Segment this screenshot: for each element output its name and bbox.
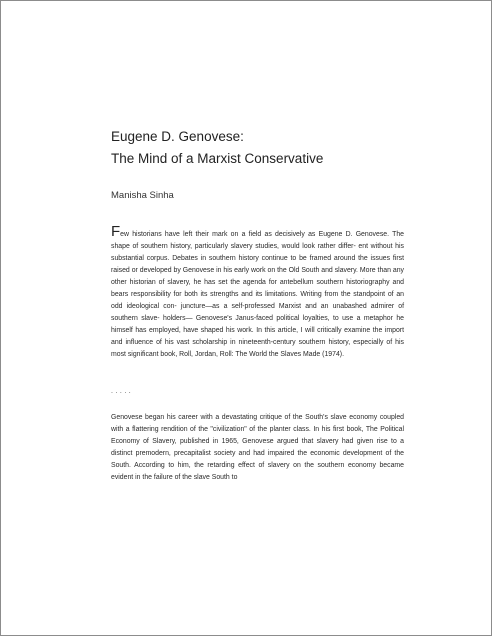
section-break: ..... — [111, 388, 134, 395]
article-title-line-2: The Mind of a Marxist Conservative — [111, 151, 324, 166]
paragraph-2: Genovese began his career with a devastating critique of the South's slave economy coupled with a flattering rendition of the "civilization" of the planter class. In his first book, The Political Economy of Slavery, published in 1965, Genovese argued that slavery had given rise to a distinct premodern, precapitalist society and had impaired the economic development of the South. According to him, the retarding effect of slavery on the southern economy became evident in the failure of the slave South to — [111, 414, 404, 482]
paragraph-1 — [111, 223, 404, 362]
article-author: Manisha Sinha — [111, 190, 174, 201]
drop-cap: F — [111, 223, 121, 240]
article-title-line-1: Eugene D. Genovese: — [111, 129, 244, 144]
article-title — [111, 126, 323, 170]
paragraph-1-text: ew historians have left their mark on a field as decisively as Eugene D. Genovese. The shape of southern history, particularly slavery studies, would look rather differ- ent without his substantial corpus. Debates in southern history continue to be framed around the issues first raised or developed by Genovese in his early work on the Old South and slavery. More than any other historian of slavery, he has set the agenda for antebellum southern historiography and bears responsibility for both its strengths and its limitations. Writing from the standpoint of an odd ideological con- juncture—as a self-professed Marxist and an unabashed admirer of southern slave- holders— Genovese's Janus-faced political loyalties, to use a metaphor he himself has employed, have shaped his work. In this article, I will critically examine the import and influence of his vast scholarship in nineteenth-century southern history, especially of his most significant book, Roll, Jordan, Roll: The World the Slaves Made (1974). — [111, 231, 404, 359]
